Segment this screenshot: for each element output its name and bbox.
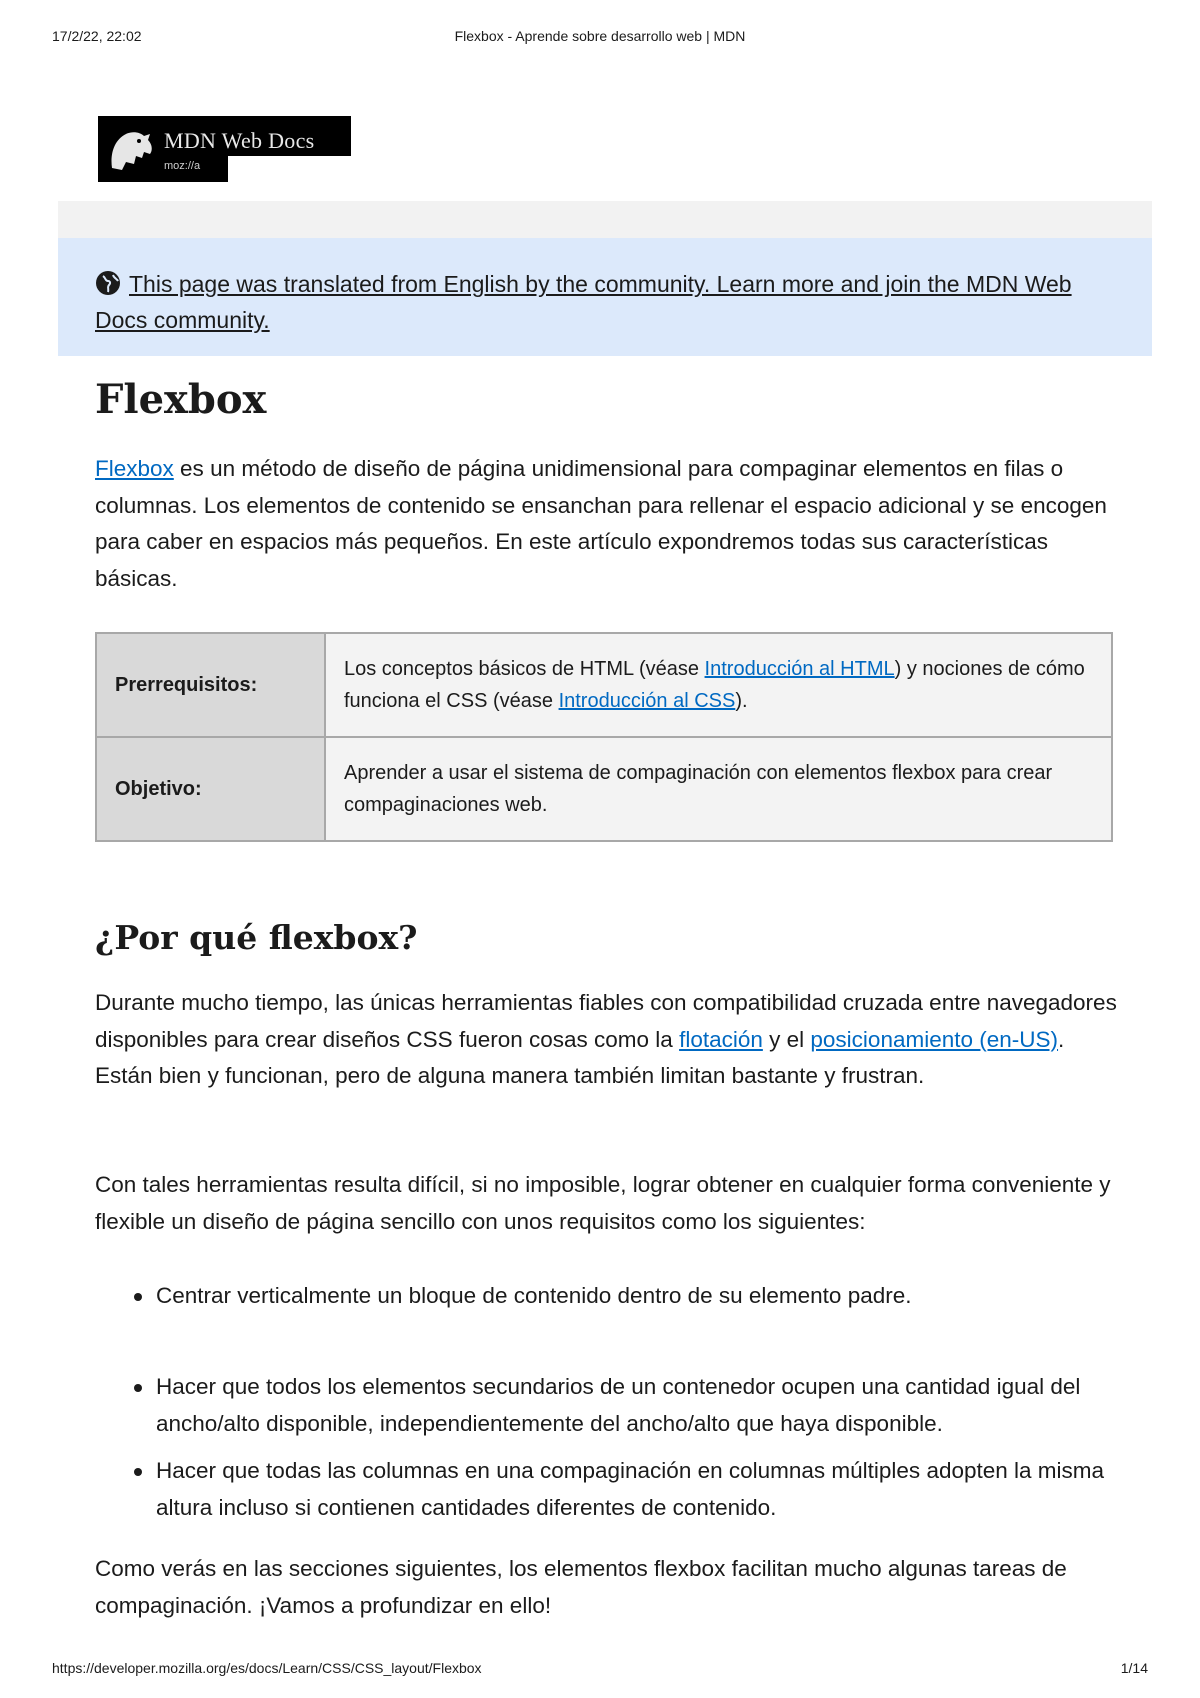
print-date: 17/2/22, 22:02 xyxy=(52,28,142,44)
why-paragraph-2: Con tales herramientas resulta difícil, si no imposible, lograr obtener en cualquier forma conveniente y flexible un diseño de página sencillo con unos requisitos como los siguientes: xyxy=(95,1172,1111,1234)
page-title: Flexbox xyxy=(95,376,267,423)
prerequisites-text-1: Los conceptos básicos de HTML (véase xyxy=(344,658,705,680)
info-table xyxy=(95,632,1113,842)
why-text-3: . Están bien y funcionan, pero de alguna manera también limitan bastante y frustran. xyxy=(95,1026,1065,1088)
list-item: Hacer que todas las columnas en una compaginación en columnas múltiples adopten la misma altura incluso si contienen cantidades diferentes de contenido. xyxy=(156,1453,1126,1526)
requirements-list xyxy=(156,1278,1126,1315)
table-row xyxy=(96,737,1112,841)
intro-text: es un método de diseño de página unidimensional para compaginar elementos en filas o columnas. Los elementos de contenido se ensanchan para rellenar el espacio adicional y se encogen para caber en espacios más pequeños. En este artículo expondremos todas sus características básicas. xyxy=(95,456,1107,591)
top-bar xyxy=(58,201,1152,238)
list-item: Hacer que todos los elementos secundarios de un contenedor ocupen una cantidad igual del ancho/alto disponible, independientemente del ancho/alto que haya disponible. xyxy=(156,1369,1126,1442)
positioning-link[interactable]: posicionamiento (en-US) xyxy=(810,1026,1059,1052)
print-footer xyxy=(0,1660,1200,1680)
print-header xyxy=(0,28,1200,48)
prerequisites-text-3: ). xyxy=(735,690,748,712)
print-url: https://developer.mozilla.org/es/docs/Learn/CSS/CSS_layout/Flexbox xyxy=(52,1660,482,1676)
intro-css-link[interactable]: Introducción al CSS xyxy=(558,690,736,712)
objective-value: Aprender a usar el sistema de compaginación con elementos flexbox para crear compaginaciones web. xyxy=(325,737,1112,841)
logo-brand: MDN Web Docs xyxy=(164,128,315,153)
why-text-1: Durante mucho tiempo, las únicas herramientas fiables con compatibilidad cruzada entre navegadores disponibles para crear diseños CSS fueron cosas como la xyxy=(95,990,1117,1052)
section-title: ¿Por qué flexbox? xyxy=(95,918,418,957)
globe-icon xyxy=(95,270,121,296)
prerequisites-text-2: ) y nociones de cómo funciona el CSS (véase xyxy=(344,658,1085,712)
logo-sub: moz://a xyxy=(164,160,201,172)
why-text-2: y el xyxy=(762,1026,811,1052)
objective-label: Objetivo: xyxy=(96,737,325,841)
float-link[interactable]: flotación xyxy=(679,1026,763,1052)
intro-html-link[interactable]: Introducción al HTML xyxy=(704,658,895,680)
translation-notice-link[interactable]: This page was translated from English by the community. Learn more and join the MDN Web Docs community. xyxy=(95,271,1072,333)
why-paragraph-1 xyxy=(95,985,1125,1095)
logo-notch xyxy=(228,156,351,182)
prerequisites-label: Prerrequisitos: xyxy=(96,633,325,737)
requirements-list xyxy=(156,1369,1126,1526)
print-title: Flexbox - Aprende sobre desarrollo web | MDN xyxy=(454,28,746,44)
mdn-logo[interactable] xyxy=(98,116,351,182)
page-number: 1/14 xyxy=(1120,1660,1148,1676)
translation-notice xyxy=(58,238,1152,356)
prerequisites-value xyxy=(325,633,1112,737)
table-row xyxy=(96,633,1112,737)
list-item: Centrar verticalmente un bloque de contenido dentro de su elemento padre. xyxy=(156,1278,1126,1315)
closing-paragraph: Como verás en las secciones siguientes, los elementos flexbox facilitan mucho algunas tareas de compaginación. ¡Vamos a profundizar en ello! xyxy=(95,1556,1067,1618)
intro-paragraph xyxy=(95,451,1125,597)
flexbox-link[interactable]: Flexbox xyxy=(95,456,174,481)
mdn-dino-logo-icon xyxy=(106,124,156,174)
